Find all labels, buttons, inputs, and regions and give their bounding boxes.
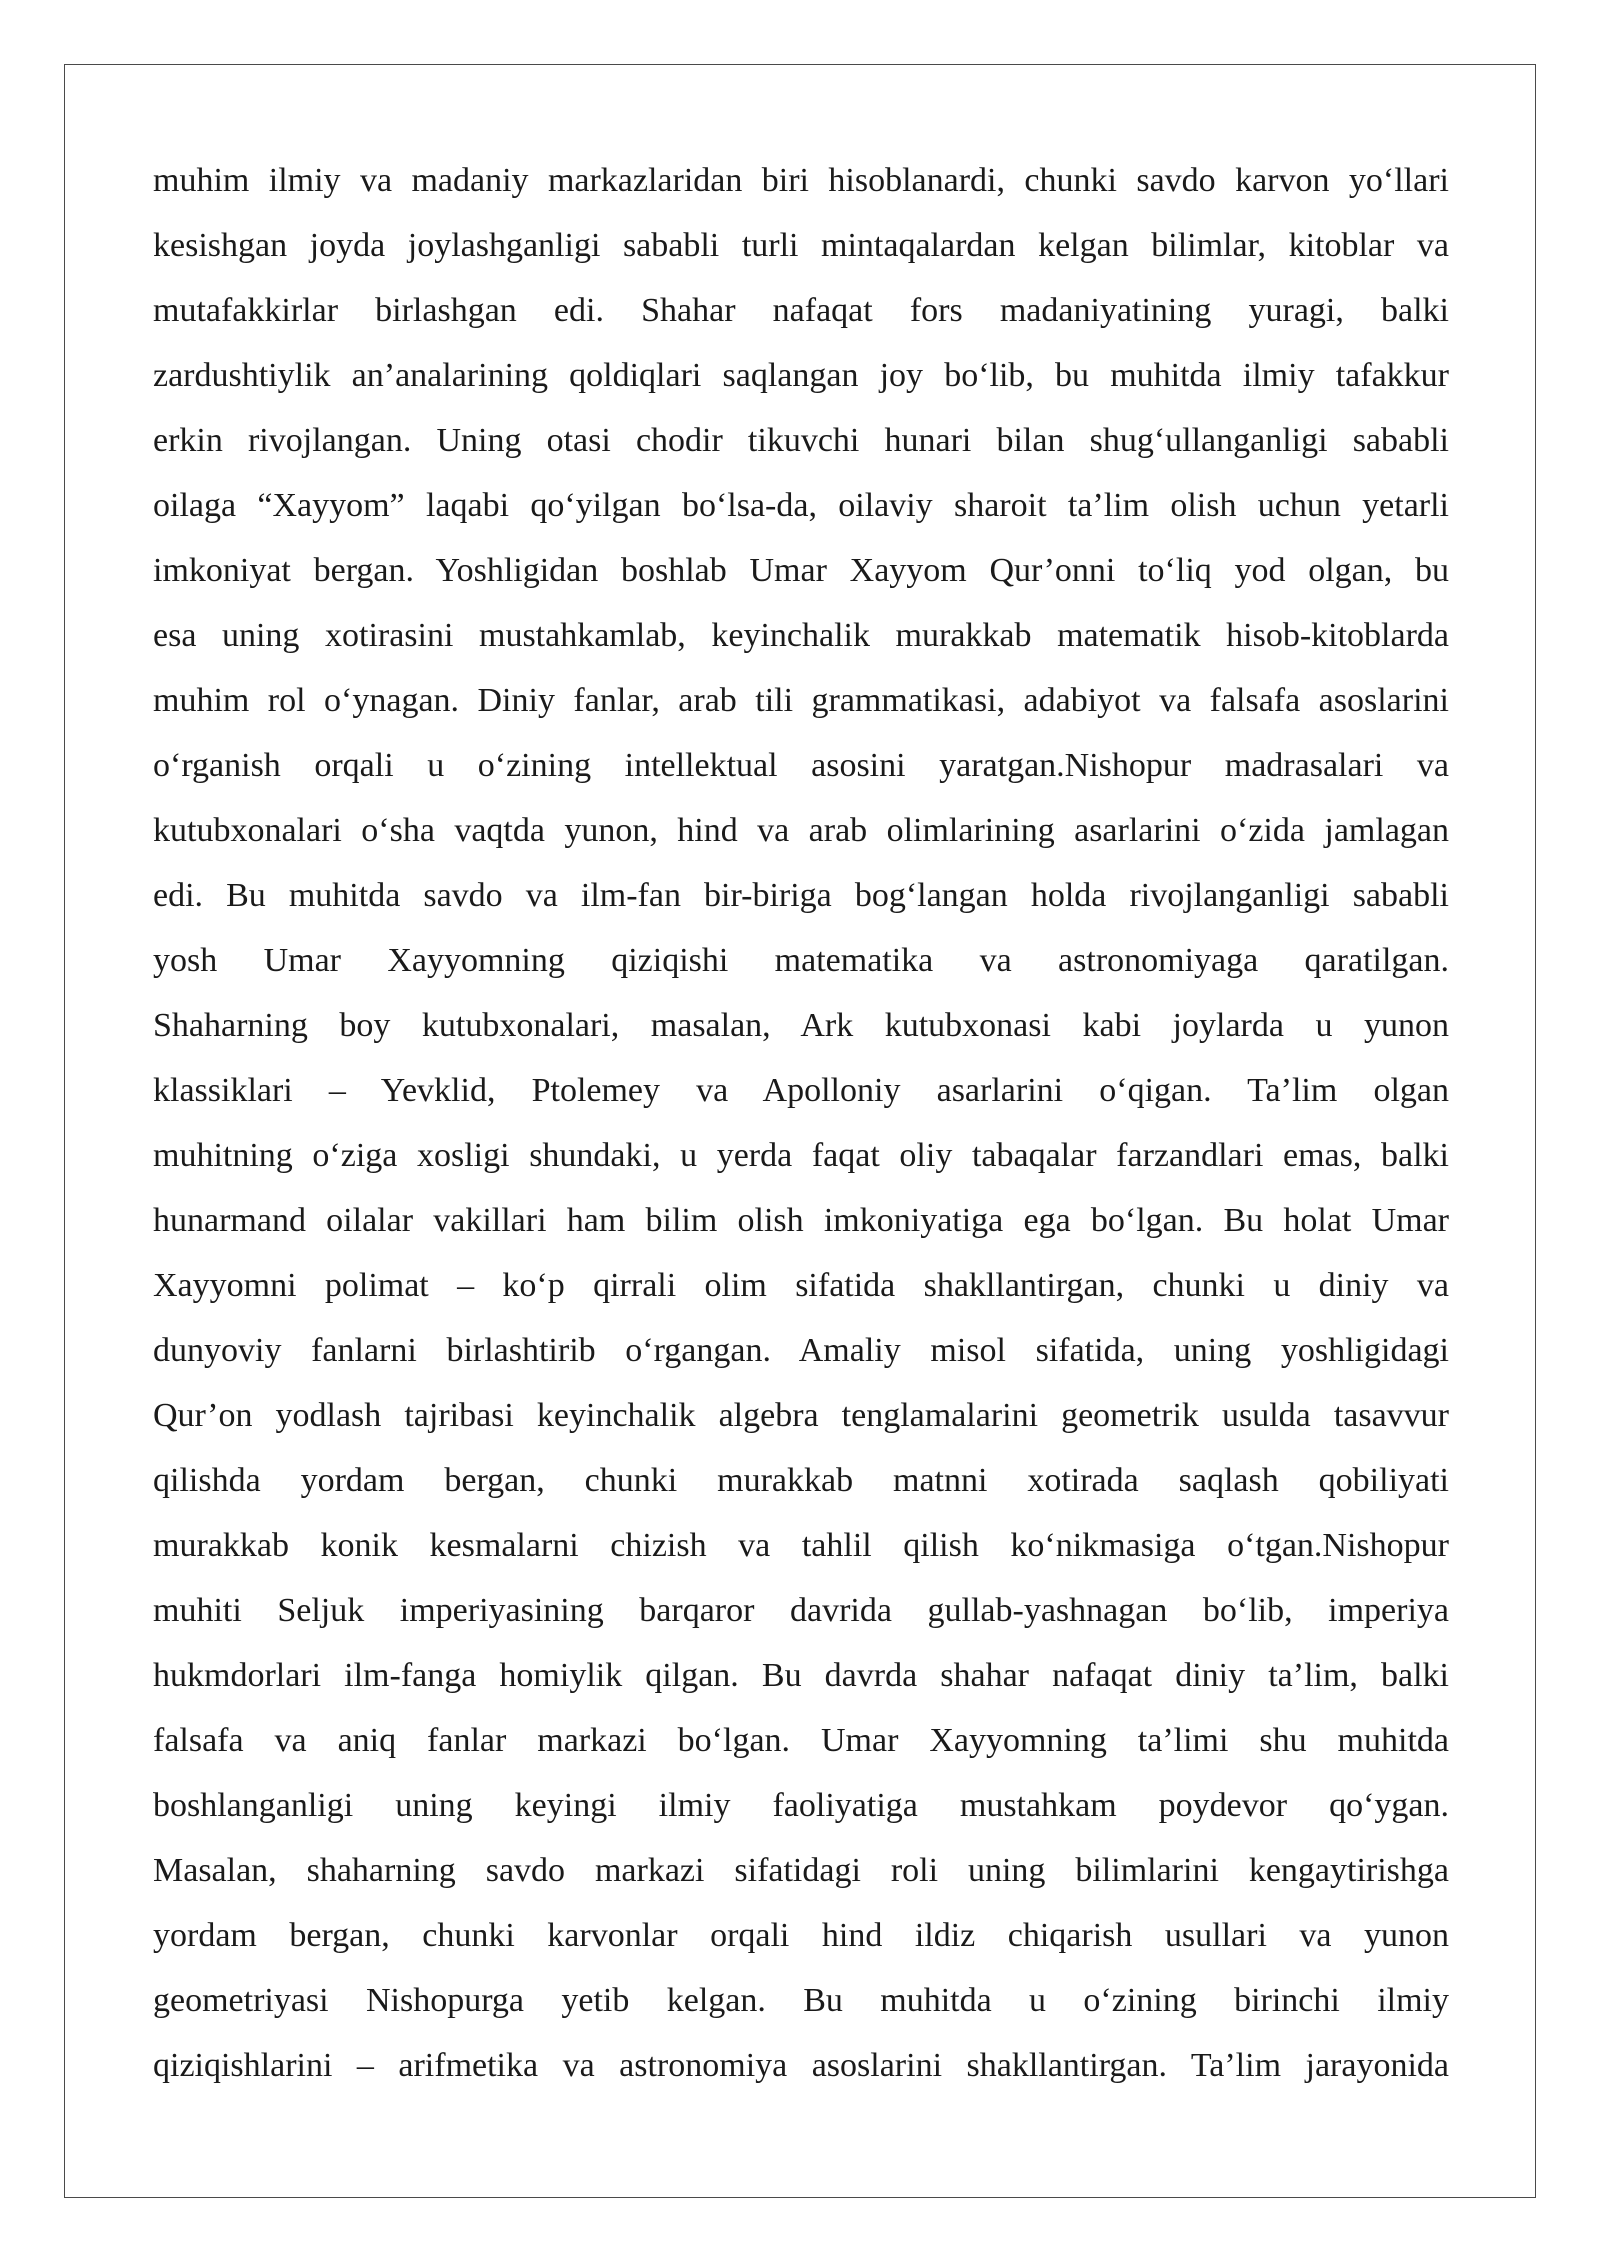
text-line: muhitning o‘ziga xosligi shundaki, u yerda faqat oliy tabaqalar farzandlari emas, balki [153,1137,1449,1174]
text-line: Shaharning boy kutubxonalari, masalan, Ark kutubxonasi kabi joylarda u yunon [153,1007,1449,1044]
text-line: qilishda yordam bergan, chunki murakkab matnni xotirada saqlash qobiliyati [153,1462,1449,1499]
text-line: o‘rganish orqali u o‘zining intellektual asosini yaratgan.Nishopur madrasalari va [153,747,1449,784]
body-paragraph [153,148,1449,2098]
text-line: boshlanganligi uning keyingi ilmiy faoliyatiga mustahkam poydevor qo‘ygan. [153,1787,1449,1824]
text-line: edi. Bu muhitda savdo va ilm-fan bir-biriga bog‘langan holda rivojlanganligi sababli [153,877,1449,914]
text-line: zardushtiylik an’analarining qoldiqlari saqlangan joy bo‘lib, bu muhitda ilmiy tafakkur [153,357,1449,394]
text-line: Xayyomni polimat – ko‘p qirrali olim sifatida shakllantirgan, chunki u diniy va [153,1267,1449,1304]
text-line: qiziqishlarini – arifmetika va astronomiya asoslarini shakllantirgan. Ta’lim jarayonida [153,2047,1449,2084]
text-line: hukmdorlari ilm-fanga homiylik qilgan. Bu davrda shahar nafaqat diniy ta’lim, balki [153,1657,1449,1694]
text-line: geometriyasi Nishopurga yetib kelgan. Bu muhitda u o‘zining birinchi ilmiy [153,1982,1449,2019]
text-line: falsafa va aniq fanlar markazi bo‘lgan. Umar Xayyomning ta’limi shu muhitda [153,1722,1449,1759]
text-line: esa uning xotirasini mustahkamlab, keyinchalik murakkab matematik hisob-kitoblarda [153,617,1449,654]
text-line: erkin rivojlangan. Uning otasi chodir tikuvchi hunari bilan shug‘ullanganligi sababli [153,422,1449,459]
text-line: kutubxonalari o‘sha vaqtda yunon, hind va arab olimlarining asarlarini o‘zida jamlagan [153,812,1449,849]
text-line: kesishgan joyda joylashganligi sababli turli mintaqalardan kelgan bilimlar, kitoblar va [153,227,1449,264]
text-line: Qur’on yodlash tajribasi keyinchalik algebra tenglamalarini geometrik usulda tasavvur [153,1397,1449,1434]
text-line: klassiklari – Yevklid, Ptolemey va Apolloniy asarlarini o‘qigan. Ta’lim olgan [153,1072,1449,1109]
text-line: hunarmand oilalar vakillari ham bilim olish imkoniyatiga ega bo‘lgan. Bu holat Umar [153,1202,1449,1239]
text-line: oilaga “Xayyom” laqabi qo‘yilgan bo‘lsa-da, oilaviy sharoit ta’lim olish uchun yetarli [153,487,1449,524]
text-line: imkoniyat bergan. Yoshligidan boshlab Umar Xayyom Qur’onni to‘liq yod olgan, bu [153,552,1449,589]
text-line: muhiti Seljuk imperiyasining barqaror davrida gullab-yashnagan bo‘lib, imperiya [153,1592,1449,1629]
text-line: mutafakkirlar birlashgan edi. Shahar nafaqat fors madaniyatining yuragi, balki [153,292,1449,329]
text-line: yordam bergan, chunki karvonlar orqali hind ildiz chiqarish usullari va yunon [153,1917,1449,1954]
text-line: dunyoviy fanlarni birlashtirib o‘rgangan. Amaliy misol sifatida, uning yoshligidagi [153,1332,1449,1369]
text-line: yosh Umar Xayyomning qiziqishi matematika va astronomiyaga qaratilgan. [153,942,1449,979]
text-line: Masalan, shaharning savdo markazi sifatidagi roli uning bilimlarini kengaytirishga [153,1852,1449,1889]
text-line: muhim rol o‘ynagan. Diniy fanlar, arab tili grammatikasi, adabiyot va falsafa asoslarini [153,682,1449,719]
text-line: muhim ilmiy va madaniy markazlaridan biri hisoblanardi, chunki savdo karvon yo‘llari [153,162,1449,199]
text-line: murakkab konik kesmalarni chizish va tahlil qilish ko‘nikmasiga o‘tgan.Nishopur [153,1527,1449,1564]
